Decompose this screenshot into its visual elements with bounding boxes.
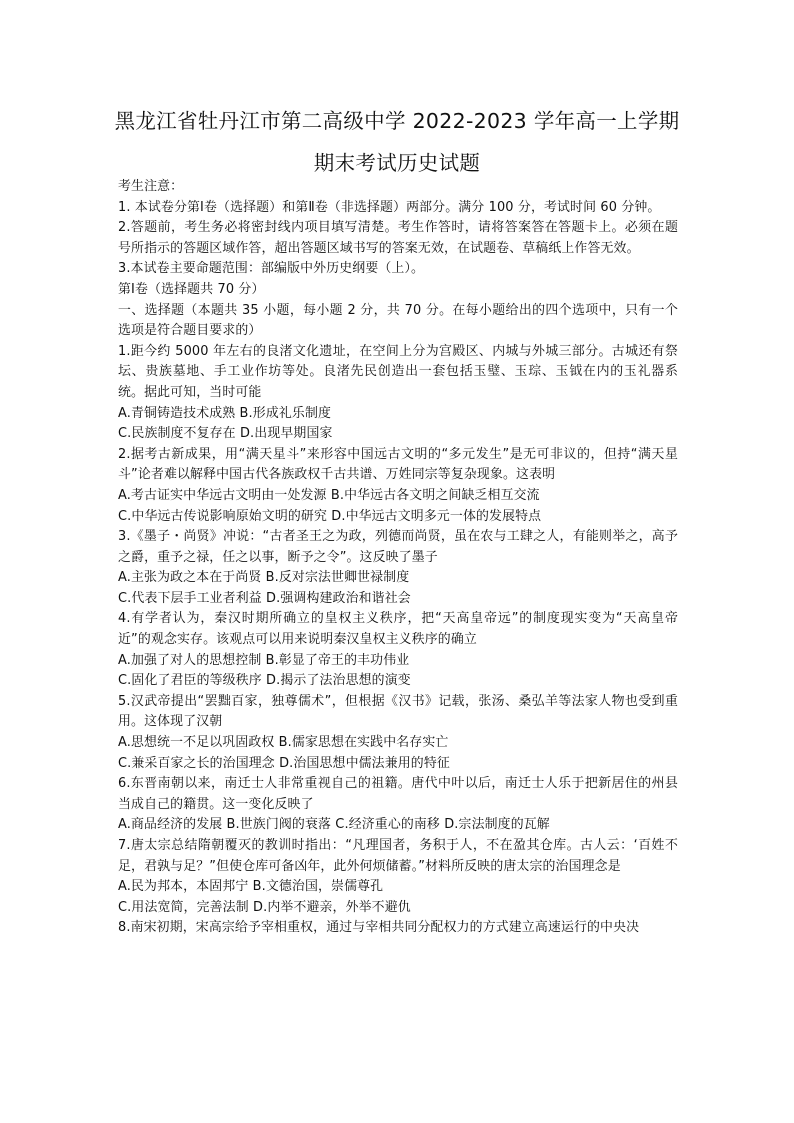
question-5-options-cd: C.兼采百家之长的治国理念 D.治国思想中儒法兼用的特征 <box>118 755 450 771</box>
question-3-options-ab: A.主张为政之本在于尚贤 B.反对宗法世卿世禄制度 <box>118 570 410 586</box>
question-2-options-cd: C.中华远古传说影响原始文明的研究 D.中华远古文明多元一体的发展特点 <box>118 508 542 524</box>
question-type-instructions: 一、选择题（本题共 35 小题，每小题 2 分，共 70 分。在每小题给出的四个选项中，只有一个选项是符合题目要求的） <box>118 302 678 339</box>
question-1-options-cd: C.民族制度不复存在 D.出现早期国家 <box>118 426 333 442</box>
question-7-stem: 7.唐太宗总结隋朝覆灭的教训时指出：“凡理国者，务积于人，不在盈其仓库。古人云：‘百姓不足，君孰与足？”但使仓库可备凶年，此外何烦储蓄。”材料所反映的唐太宗的治国理念是 <box>118 838 678 874</box>
question-1-stem: 1.距今约 5000 年左右的良渚文化遗址，在空间上分为宫殿区、内城与外城三部分。古城还有祭坛、贵族墓地、手工业作坊等处。良渚先民创造出一套包括玉璧、玉琮、玉钺在内的玉礼器系统。据此可知，当时可能 <box>118 343 678 400</box>
notice-item-3: 3.本试卷主要命题范围：部编版中外历史纲要（上）。 <box>118 261 425 277</box>
question-5-stem: 5.汉武帝提出“罢黜百家，独尊儒术”，但根据《汉书》记载，张汤、桑弘羊等法家人物也受到重用。这体现了汉朝 <box>118 693 678 730</box>
question-1-options-ab: A.青铜铸造技术成熟 B.形成礼乐制度 <box>118 405 332 421</box>
notice-item-1: 1. 本试卷分第Ⅰ卷（选择题）和第Ⅱ卷（非选择题）两部分。满分 100 分，考试时间 60 分钟。 <box>118 199 661 215</box>
question-3-options-cd: C.代表下层手工业者利益 D.强调构建政治和谐社会 <box>118 590 411 606</box>
question-6-stem: 6.东晋南朝以来，南迁士人非常重视自己的祖籍。唐代中叶以后，南迁士人乐于把新居住的州县当成自己的籍贯。这一变化反映了 <box>118 776 678 812</box>
question-2-options-ab: A.考古证实中华远古文明由一处发源 B.中华远古各文明之间缺乏相互交流 <box>118 487 540 503</box>
question-4-stem: 4.有学者认为，秦汉时期所确立的皇权主义秩序，把“天高皇帝远”的制度现实变为“天高皇帝近”的观念实存。该观点可以用来说明秦汉皇权主义秩序的确立 <box>118 611 678 648</box>
question-5-options-ab: A.思想统一不足以巩固政权 B.儒家思想在实践中名存实亡 <box>118 735 449 751</box>
exam-notice-heading: 考生注意： <box>118 179 184 194</box>
question-8-stem: 8.南宋初期，宋高宗给予宰相重权，通过与宰相共同分配权力的方式建立高速运行的中央决 <box>118 920 640 936</box>
question-3-stem: 3.《墨子・尚贤》冲说：“古者圣王之为政，列德而尚贤，虽在农与工肆之人，有能则举之，高予之爵，重予之禄，任之以事，断予之令”。这反映了墨子 <box>118 529 678 565</box>
question-4-options-cd: C.固化了君臣的等级秩序 D.揭示了法治思想的演变 <box>118 673 411 689</box>
document-title-line-1: 黑龙江省牡丹江市第二高级中学 2022-2023 学年高一上学期 <box>114 109 680 133</box>
document-title-line-2: 期末考试历史试题 <box>313 151 481 175</box>
question-2-stem: 2.据考古新成果，用“满天星斗”来形容中国远古文明的“多元发生”是无可非议的，但持“满天星斗”论者难以解释中国古代各族政权千古共谱、万姓同宗等复杂现象。这表明 <box>118 446 678 483</box>
question-7-options-ab: A.民为邦本，本固邦宁 B.文德治国，崇儒尊孔 <box>118 879 384 895</box>
section-heading: 第Ⅰ卷（选择题共 70 分） <box>118 281 265 297</box>
question-6-options: A.商品经济的发展 B.世族门阀的衰落 C.经济重心的南移 D.宗法制度的瓦解 <box>118 817 550 833</box>
notice-item-2: 2.答题前，考生务必将密封线内项目填写清楚。考生作答时，请将答案答在答题卡上。必须在题号所指示的答题区域作答，超出答题区域书写的答案无效，在试题卷、草稿纸上作答无效。 <box>118 220 678 256</box>
question-7-options-cd: C.用法宽简，完善法制 D.内举不避亲，外举不避仇 <box>118 899 411 915</box>
question-4-options-ab: A.加强了对人的思想控制 B.彰显了帝王的丰功伟业 <box>118 652 410 668</box>
document-body <box>118 177 678 939</box>
